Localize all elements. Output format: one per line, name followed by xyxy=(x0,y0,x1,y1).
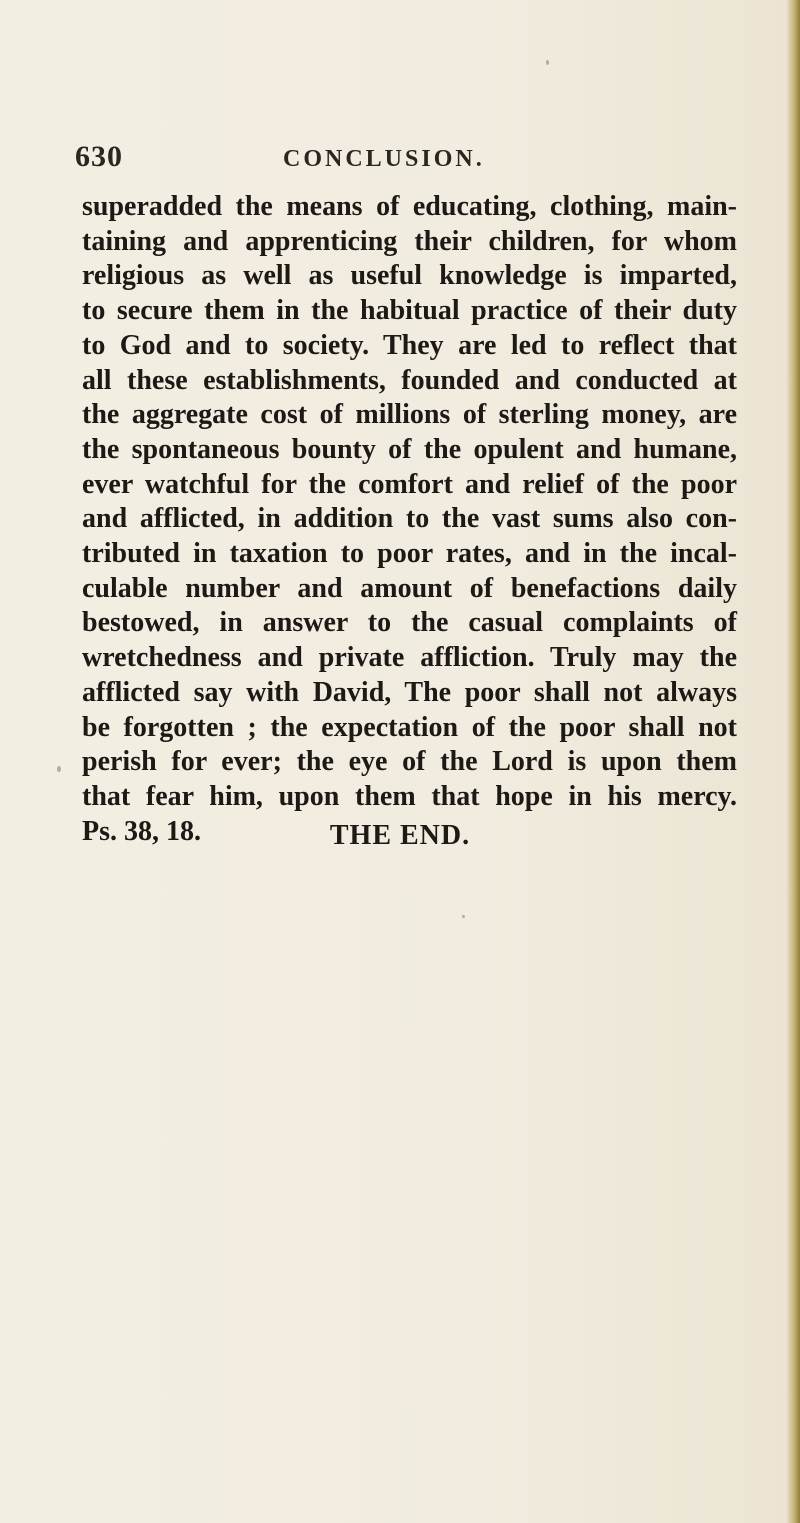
page-number: 630 xyxy=(75,140,123,173)
body-paragraph xyxy=(82,190,737,849)
the-end-heading: THE END. xyxy=(329,820,471,851)
text-line: to secure them in the habitual practice of their duty xyxy=(82,295,737,327)
text-line: to God and to society. They are led to reflect that xyxy=(82,329,737,361)
ink-speck xyxy=(57,766,61,772)
text-line: afflicted say with David, The poor shall not always xyxy=(82,676,737,708)
text-line: taining and apprenticing their children, for whom xyxy=(82,225,737,257)
text-line: wretchedness and private affliction. Truly may the xyxy=(82,642,737,674)
text-line: superadded the means of educating, clothing, main- xyxy=(82,191,737,222)
text-line: the spontaneous bounty of the opulent and humane, xyxy=(82,433,737,465)
ink-speck xyxy=(462,915,465,918)
ink-speck xyxy=(546,60,549,65)
page-edge xyxy=(786,0,800,1523)
text-line: be forgotten ; the expectation of the poor shall not xyxy=(82,711,737,743)
text-line: all these establishments, founded and conducted at xyxy=(82,364,737,396)
text-line: culable number and amount of benefactions daily xyxy=(82,572,737,604)
running-head: CONCLUSION. xyxy=(283,146,485,172)
text-line: that fear him, upon them that hope in his mercy. xyxy=(82,780,737,812)
text-line: tributed in taxation to poor rates, and in the incal- xyxy=(82,538,737,570)
text-line: perish for ever; the eye of the Lord is upon them xyxy=(82,746,737,778)
page-header xyxy=(75,140,715,180)
text-line: ever watchful for the comfort and relief of the poor xyxy=(82,468,737,500)
text-line: the aggregate cost of millions of sterling money, are xyxy=(82,399,737,431)
text-line: religious as well as useful knowledge is imparted, xyxy=(82,260,737,292)
text-line: Ps. 38, 18. xyxy=(82,815,201,847)
text-line: and afflicted, in addition to the vast sums also con- xyxy=(82,503,737,535)
text-line: bestowed, in answer to the casual complaints of xyxy=(82,607,737,639)
